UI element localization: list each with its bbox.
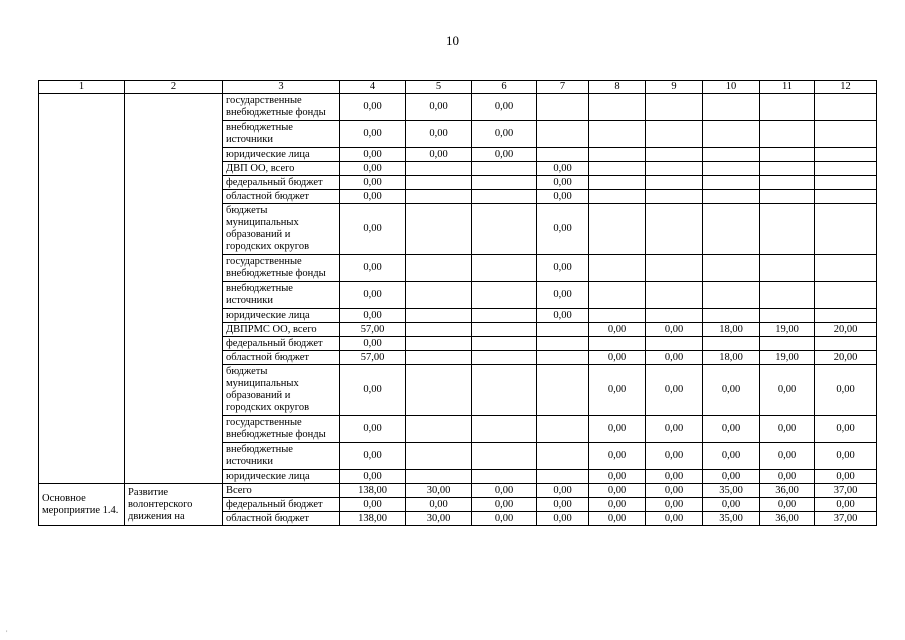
- value-cell: [472, 204, 537, 255]
- value-cell: [537, 443, 589, 470]
- value-cell: [703, 204, 760, 255]
- funding-source-cell: внебюджетные источники: [223, 443, 340, 470]
- value-cell: 0,00: [406, 121, 472, 148]
- value-cell: [815, 255, 877, 282]
- value-cell: [472, 337, 537, 351]
- value-cell: 0,00: [589, 365, 646, 416]
- value-cell: 35,00: [703, 512, 760, 526]
- value-cell: [472, 255, 537, 282]
- value-cell: 0,00: [340, 443, 406, 470]
- value-cell: 0,00: [537, 162, 589, 176]
- column-number: 4: [340, 81, 406, 94]
- value-cell: 0,00: [340, 176, 406, 190]
- value-cell: [760, 94, 815, 121]
- value-cell: [646, 94, 703, 121]
- value-cell: [406, 255, 472, 282]
- funding-source-cell: юридические лица: [223, 148, 340, 162]
- value-cell: 0,00: [815, 470, 877, 484]
- value-cell: 0,00: [760, 416, 815, 443]
- value-cell: 0,00: [340, 255, 406, 282]
- value-cell: 0,00: [472, 121, 537, 148]
- value-cell: 18,00: [703, 323, 760, 337]
- value-cell: [703, 162, 760, 176]
- value-cell: [815, 121, 877, 148]
- value-cell: [703, 190, 760, 204]
- column-number: 3: [223, 81, 340, 94]
- value-cell: [537, 121, 589, 148]
- value-cell: 0,00: [589, 323, 646, 337]
- value-cell: 19,00: [760, 323, 815, 337]
- budget-table: [38, 80, 877, 526]
- value-cell: 0,00: [703, 498, 760, 512]
- value-cell: [589, 148, 646, 162]
- value-cell: [760, 204, 815, 255]
- value-cell: [406, 190, 472, 204]
- column-number-row: [39, 81, 877, 94]
- value-cell: 57,00: [340, 351, 406, 365]
- column-number: 2: [125, 81, 223, 94]
- table-row: [39, 484, 877, 498]
- value-cell: [589, 337, 646, 351]
- value-cell: [815, 148, 877, 162]
- value-cell: [472, 416, 537, 443]
- value-cell: [815, 176, 877, 190]
- value-cell: [589, 282, 646, 309]
- value-cell: 37,00: [815, 484, 877, 498]
- value-cell: [589, 309, 646, 323]
- funding-source-cell: внебюджетные источники: [223, 121, 340, 148]
- value-cell: [760, 337, 815, 351]
- value-cell: [537, 323, 589, 337]
- value-cell: [703, 309, 760, 323]
- value-cell: 0,00: [340, 94, 406, 121]
- value-cell: 0,00: [646, 416, 703, 443]
- funding-source-cell: ДВПРМС ОО, всего: [223, 323, 340, 337]
- value-cell: [472, 351, 537, 365]
- value-cell: [406, 162, 472, 176]
- value-cell: [406, 323, 472, 337]
- value-cell: [703, 337, 760, 351]
- value-cell: 0,00: [646, 443, 703, 470]
- value-cell: 37,00: [815, 512, 877, 526]
- value-cell: 0,00: [340, 498, 406, 512]
- column-number: 1: [39, 81, 125, 94]
- value-cell: 0,00: [646, 470, 703, 484]
- funding-source-cell: Всего: [223, 484, 340, 498]
- value-cell: [472, 470, 537, 484]
- activity-name-cell: Развитие волонтерского движения на: [125, 484, 223, 526]
- value-cell: 0,00: [406, 498, 472, 512]
- funding-source-cell: бюджеты муниципальных образований и городских округов: [223, 204, 340, 255]
- value-cell: 0,00: [340, 204, 406, 255]
- column-number: 6: [472, 81, 537, 94]
- activity-code-cell: [39, 94, 125, 484]
- value-cell: 0,00: [340, 470, 406, 484]
- value-cell: 0,00: [340, 121, 406, 148]
- value-cell: [760, 148, 815, 162]
- value-cell: 0,00: [760, 365, 815, 416]
- value-cell: 0,00: [472, 498, 537, 512]
- value-cell: [589, 255, 646, 282]
- value-cell: 30,00: [406, 484, 472, 498]
- funding-source-cell: областной бюджет: [223, 512, 340, 526]
- value-cell: 0,00: [406, 148, 472, 162]
- value-cell: [760, 162, 815, 176]
- value-cell: 0,00: [340, 162, 406, 176]
- funding-source-cell: юридические лица: [223, 309, 340, 323]
- funding-source-cell: государственные внебюджетные фонды: [223, 416, 340, 443]
- funding-source-cell: государственные внебюджетные фонды: [223, 255, 340, 282]
- value-cell: 0,00: [340, 365, 406, 416]
- value-cell: 0,00: [646, 498, 703, 512]
- value-cell: [406, 443, 472, 470]
- value-cell: [646, 148, 703, 162]
- value-cell: [815, 309, 877, 323]
- column-number: 12: [815, 81, 877, 94]
- value-cell: 0,00: [646, 484, 703, 498]
- value-cell: 0,00: [340, 282, 406, 309]
- value-cell: 20,00: [815, 351, 877, 365]
- value-cell: [472, 323, 537, 337]
- value-cell: [646, 121, 703, 148]
- value-cell: 0,00: [646, 365, 703, 416]
- funding-source-cell: областной бюджет: [223, 351, 340, 365]
- value-cell: 0,00: [589, 416, 646, 443]
- value-cell: [760, 121, 815, 148]
- value-cell: 0,00: [703, 470, 760, 484]
- value-cell: [589, 176, 646, 190]
- value-cell: 35,00: [703, 484, 760, 498]
- value-cell: [646, 190, 703, 204]
- value-cell: 0,00: [703, 443, 760, 470]
- value-cell: 18,00: [703, 351, 760, 365]
- value-cell: 0,00: [589, 484, 646, 498]
- activity-name-cell: [125, 94, 223, 484]
- value-cell: [537, 94, 589, 121]
- value-cell: [703, 282, 760, 309]
- value-cell: 0,00: [646, 512, 703, 526]
- value-cell: 0,00: [815, 443, 877, 470]
- value-cell: [472, 190, 537, 204]
- activity-code-cell: Основное мероприятие 1.4.: [39, 484, 125, 526]
- value-cell: 0,00: [537, 190, 589, 204]
- value-cell: [646, 176, 703, 190]
- value-cell: [589, 204, 646, 255]
- value-cell: [646, 282, 703, 309]
- value-cell: [537, 365, 589, 416]
- value-cell: [589, 94, 646, 121]
- value-cell: [646, 337, 703, 351]
- value-cell: [760, 309, 815, 323]
- funding-source-cell: бюджеты муниципальных образований и городских округов: [223, 365, 340, 416]
- value-cell: 0,00: [815, 498, 877, 512]
- value-cell: [703, 176, 760, 190]
- value-cell: [815, 204, 877, 255]
- value-cell: 0,00: [815, 416, 877, 443]
- page-number: 10: [446, 33, 459, 48]
- value-cell: [537, 337, 589, 351]
- value-cell: 0,00: [340, 416, 406, 443]
- value-cell: [646, 204, 703, 255]
- value-cell: 0,00: [406, 94, 472, 121]
- value-cell: [472, 282, 537, 309]
- value-cell: 57,00: [340, 323, 406, 337]
- funding-source-cell: областной бюджет: [223, 190, 340, 204]
- value-cell: [537, 470, 589, 484]
- value-cell: 0,00: [703, 365, 760, 416]
- value-cell: 0,00: [646, 323, 703, 337]
- value-cell: 36,00: [760, 512, 815, 526]
- value-cell: [406, 470, 472, 484]
- value-cell: 0,00: [589, 498, 646, 512]
- value-cell: [537, 148, 589, 162]
- value-cell: [406, 351, 472, 365]
- value-cell: 0,00: [472, 512, 537, 526]
- value-cell: 0,00: [472, 148, 537, 162]
- value-cell: [703, 121, 760, 148]
- scan-mark: ,: [6, 627, 8, 633]
- value-cell: 30,00: [406, 512, 472, 526]
- value-cell: [472, 443, 537, 470]
- value-cell: [406, 416, 472, 443]
- value-cell: [537, 351, 589, 365]
- value-cell: [472, 162, 537, 176]
- value-cell: [589, 162, 646, 176]
- value-cell: [472, 309, 537, 323]
- value-cell: [760, 176, 815, 190]
- value-cell: [406, 176, 472, 190]
- funding-source-cell: юридические лица: [223, 470, 340, 484]
- column-number: 7: [537, 81, 589, 94]
- value-cell: 0,00: [537, 512, 589, 526]
- value-cell: [815, 282, 877, 309]
- value-cell: 0,00: [537, 255, 589, 282]
- value-cell: [646, 255, 703, 282]
- value-cell: 138,00: [340, 484, 406, 498]
- value-cell: 0,00: [472, 484, 537, 498]
- value-cell: [406, 309, 472, 323]
- value-cell: [589, 121, 646, 148]
- value-cell: 0,00: [340, 337, 406, 351]
- value-cell: 0,00: [589, 351, 646, 365]
- column-number: 10: [703, 81, 760, 94]
- value-cell: [815, 94, 877, 121]
- value-cell: 0,00: [537, 204, 589, 255]
- value-cell: 0,00: [703, 416, 760, 443]
- column-number: 9: [646, 81, 703, 94]
- value-cell: [815, 162, 877, 176]
- funding-source-cell: государственные внебюджетные фонды: [223, 94, 340, 121]
- column-number: 8: [589, 81, 646, 94]
- funding-source-cell: ДВП ОО, всего: [223, 162, 340, 176]
- funding-source-cell: федеральный бюджет: [223, 498, 340, 512]
- value-cell: 0,00: [537, 176, 589, 190]
- value-cell: 0,00: [340, 190, 406, 204]
- value-cell: [472, 176, 537, 190]
- value-cell: [537, 416, 589, 443]
- value-cell: [703, 94, 760, 121]
- value-cell: [760, 255, 815, 282]
- column-number: 11: [760, 81, 815, 94]
- value-cell: [646, 162, 703, 176]
- value-cell: [472, 365, 537, 416]
- value-cell: 0,00: [537, 498, 589, 512]
- funding-source-cell: федеральный бюджет: [223, 337, 340, 351]
- value-cell: 19,00: [760, 351, 815, 365]
- value-cell: [589, 190, 646, 204]
- value-cell: [703, 148, 760, 162]
- value-cell: [815, 190, 877, 204]
- value-cell: [815, 337, 877, 351]
- value-cell: 0,00: [589, 512, 646, 526]
- value-cell: 0,00: [760, 443, 815, 470]
- value-cell: [760, 282, 815, 309]
- value-cell: [646, 309, 703, 323]
- value-cell: 0,00: [472, 94, 537, 121]
- value-cell: 36,00: [760, 484, 815, 498]
- funding-source-cell: федеральный бюджет: [223, 176, 340, 190]
- value-cell: 0,00: [589, 443, 646, 470]
- value-cell: 0,00: [815, 365, 877, 416]
- value-cell: 0,00: [589, 470, 646, 484]
- value-cell: [703, 255, 760, 282]
- value-cell: 0,00: [760, 470, 815, 484]
- table-row: [39, 94, 877, 121]
- value-cell: 0,00: [537, 282, 589, 309]
- column-number: 5: [406, 81, 472, 94]
- value-cell: 0,00: [537, 309, 589, 323]
- value-cell: 20,00: [815, 323, 877, 337]
- value-cell: 0,00: [537, 484, 589, 498]
- value-cell: [406, 365, 472, 416]
- value-cell: 138,00: [340, 512, 406, 526]
- value-cell: [406, 337, 472, 351]
- value-cell: 0,00: [646, 351, 703, 365]
- value-cell: [406, 204, 472, 255]
- funding-source-cell: внебюджетные источники: [223, 282, 340, 309]
- value-cell: [760, 190, 815, 204]
- value-cell: 0,00: [340, 309, 406, 323]
- value-cell: 0,00: [760, 498, 815, 512]
- value-cell: 0,00: [340, 148, 406, 162]
- value-cell: [406, 282, 472, 309]
